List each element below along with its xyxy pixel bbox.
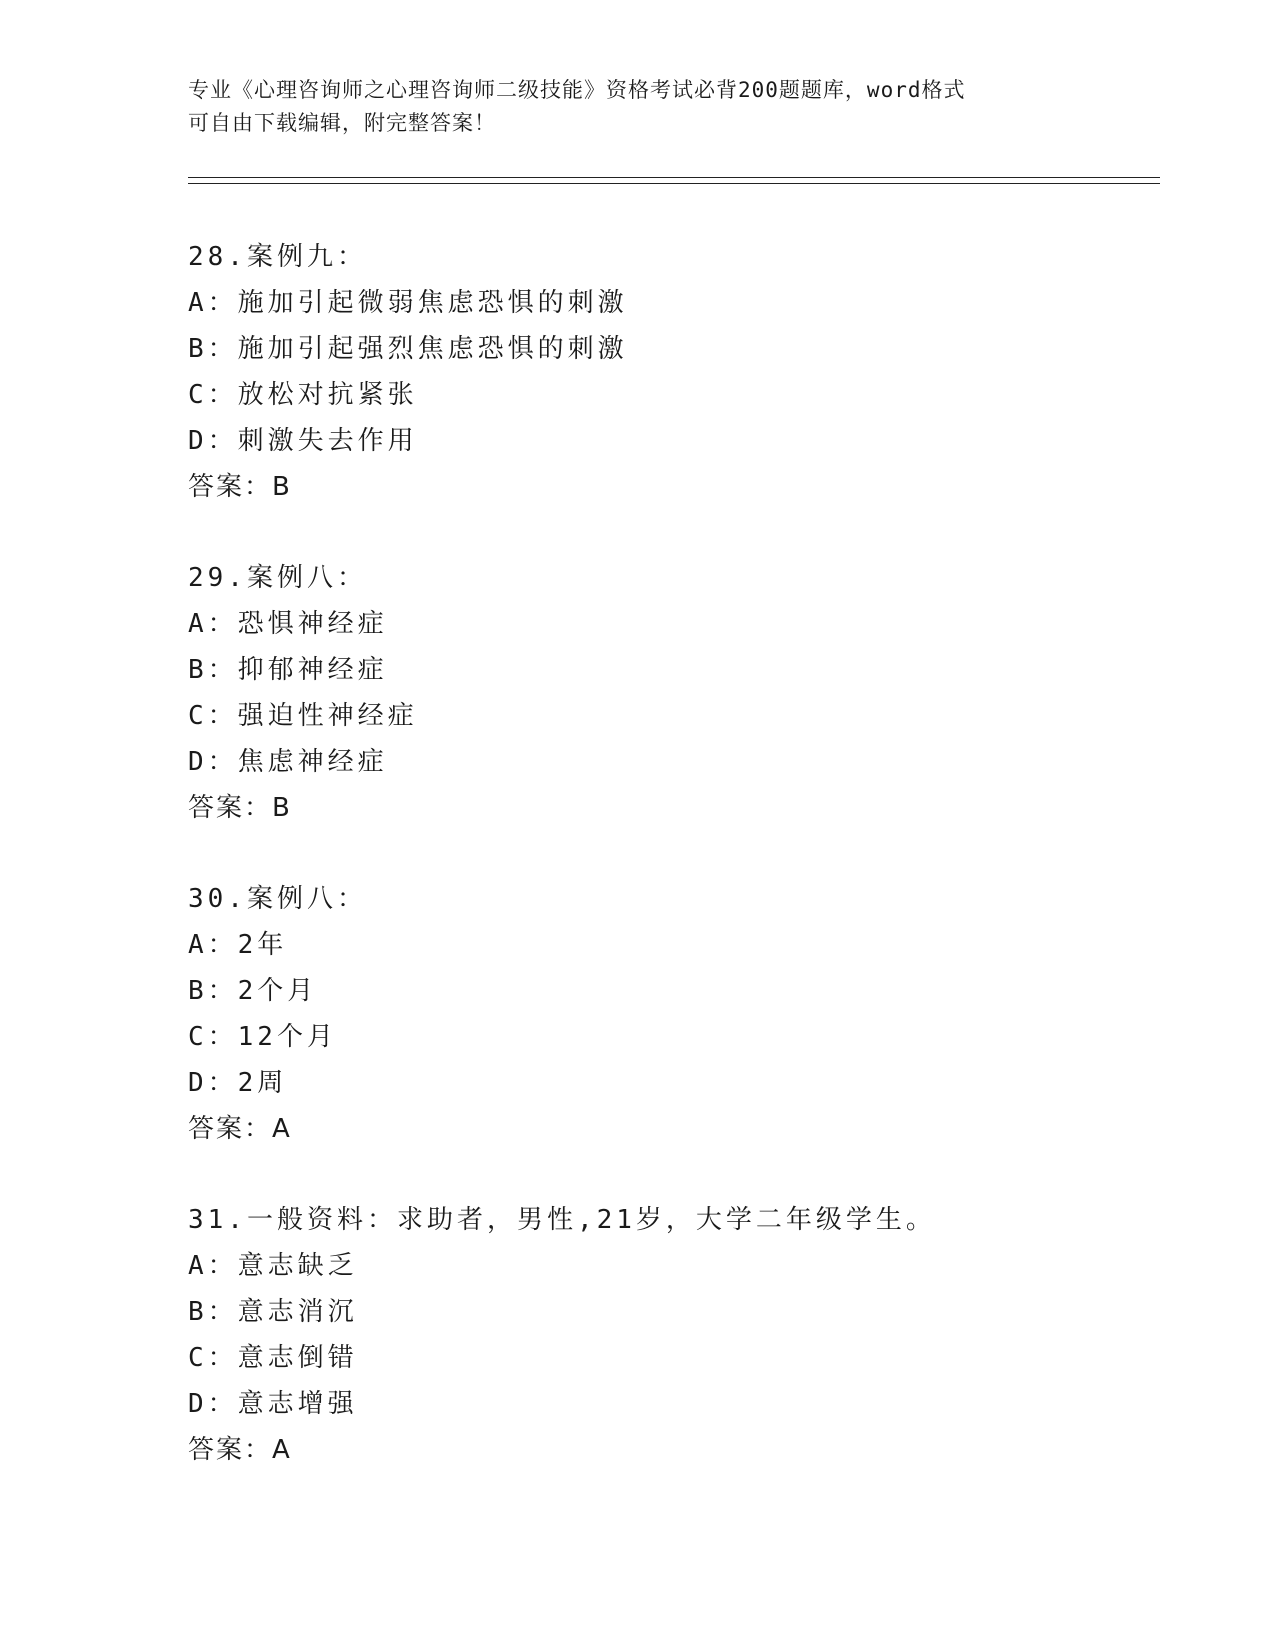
option-c: C：12个月 xyxy=(188,1022,337,1052)
answer: 答案：B xyxy=(188,472,292,502)
header-line-2: 可自由下载编辑，附完整答案！ xyxy=(188,111,496,135)
option-d: D：焦虑神经症 xyxy=(188,747,388,777)
option-b: B：施加引起强烈焦虑恐惧的刺激 xyxy=(188,334,628,364)
question-28 xyxy=(188,234,1088,510)
question-30 xyxy=(188,876,1088,1152)
option-d: D：刺激失去作用 xyxy=(188,426,418,456)
question-31 xyxy=(188,1197,1088,1473)
option-d: D：2周 xyxy=(188,1068,288,1098)
option-c: C：强迫性神经症 xyxy=(188,701,418,731)
option-a: A：恐惧神经症 xyxy=(188,609,388,639)
option-b: B：2个月 xyxy=(188,976,318,1006)
option-a: A：意志缺乏 xyxy=(188,1251,358,1281)
question-stem: 31.一般资料：求助者，男性,21岁，大学二年级学生。 xyxy=(188,1205,936,1235)
document-header xyxy=(188,74,1088,140)
header-divider-top xyxy=(188,177,1160,178)
header-line-1: 专业《心理咨询师之心理咨询师二级技能》资格考试必背200题题库，word格式 xyxy=(188,78,966,102)
question-stem: 28.案例九： xyxy=(188,242,367,272)
answer: 答案：B xyxy=(188,793,292,823)
header-divider-bottom xyxy=(188,183,1160,184)
option-a: A：施加引起微弱焦虑恐惧的刺激 xyxy=(188,288,628,318)
answer: 答案：A xyxy=(188,1114,292,1144)
question-29 xyxy=(188,555,1088,831)
question-stem: 29.案例八： xyxy=(188,563,367,593)
option-b: B：抑郁神经症 xyxy=(188,655,388,685)
question-stem: 30.案例八： xyxy=(188,884,367,914)
answer: 答案：A xyxy=(188,1435,292,1465)
option-d: D：意志增强 xyxy=(188,1389,358,1419)
option-c: C：意志倒错 xyxy=(188,1343,358,1373)
option-a: A：2年 xyxy=(188,930,288,960)
option-c: C：放松对抗紧张 xyxy=(188,380,418,410)
option-b: B：意志消沉 xyxy=(188,1297,358,1327)
